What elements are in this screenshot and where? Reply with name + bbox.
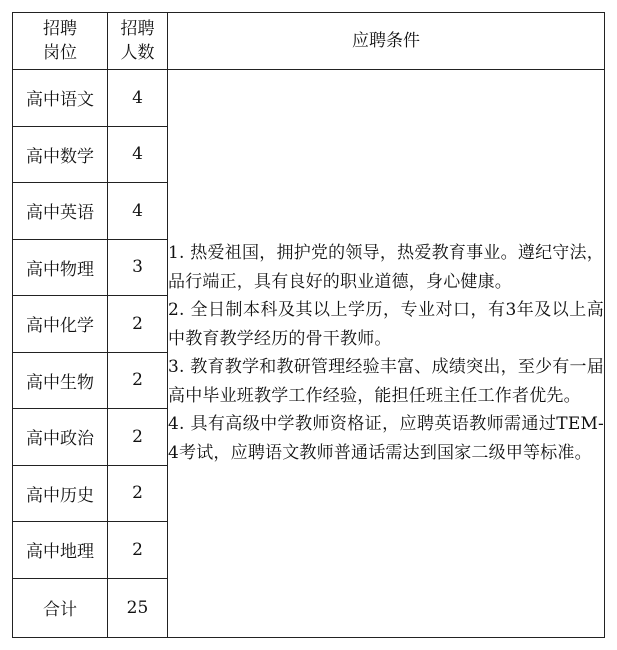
position-cell: 高中历史 — [13, 465, 108, 522]
requirement-item: 3. 教育教学和教研管理经验丰富、成绩突出，至少有一届高中毕业班教学工作经验，能担任班主任工作者优先。 — [168, 357, 604, 406]
requirement-item: 4. 具有高级中学教师资格证，应聘英语教师需通过TEM-4考试，应聘语文教师普通话需达到国家二级甲等标准。 — [168, 414, 604, 463]
position-cell: 高中生物 — [13, 352, 108, 409]
count-cell: 4 — [108, 183, 168, 240]
position-cell: 高中政治 — [13, 409, 108, 466]
header-count-line1: 招聘 — [120, 19, 155, 39]
count-cell: 3 — [108, 239, 168, 296]
position-cell: 高中英语 — [13, 183, 108, 240]
header-position-line2: 岗位 — [43, 43, 77, 63]
count-cell: 4 — [108, 70, 168, 127]
header-count — [108, 13, 168, 70]
requirement-item: 2. 全日制本科及其以上学历，专业对口，有3年及以上高中教育教学经历的骨干教师。 — [168, 300, 604, 349]
table-row — [13, 70, 605, 127]
count-cell: 2 — [108, 352, 168, 409]
total-label: 合计 — [13, 578, 108, 637]
position-cell: 高中语文 — [13, 70, 108, 127]
requirement-item: 1. 热爱祖国，拥护党的领导，热爱教育事业。遵纪守法，品行端正，具有良好的职业道德，身心健康。 — [168, 243, 604, 292]
total-count: 25 — [108, 578, 168, 637]
count-cell: 2 — [108, 465, 168, 522]
count-cell: 2 — [108, 522, 168, 579]
position-cell: 高中地理 — [13, 522, 108, 579]
count-cell: 2 — [108, 296, 168, 353]
header-row — [13, 13, 605, 70]
count-cell: 2 — [108, 409, 168, 466]
requirements-cell — [168, 70, 605, 638]
header-requirements: 应聘条件 — [168, 13, 605, 70]
position-cell: 高中数学 — [13, 126, 108, 183]
header-position-line1: 招聘 — [43, 19, 77, 39]
recruitment-table — [12, 12, 605, 638]
position-cell: 高中物理 — [13, 239, 108, 296]
header-count-line2: 人数 — [120, 43, 155, 63]
position-cell: 高中化学 — [13, 296, 108, 353]
count-cell: 4 — [108, 126, 168, 183]
header-position — [13, 13, 108, 70]
